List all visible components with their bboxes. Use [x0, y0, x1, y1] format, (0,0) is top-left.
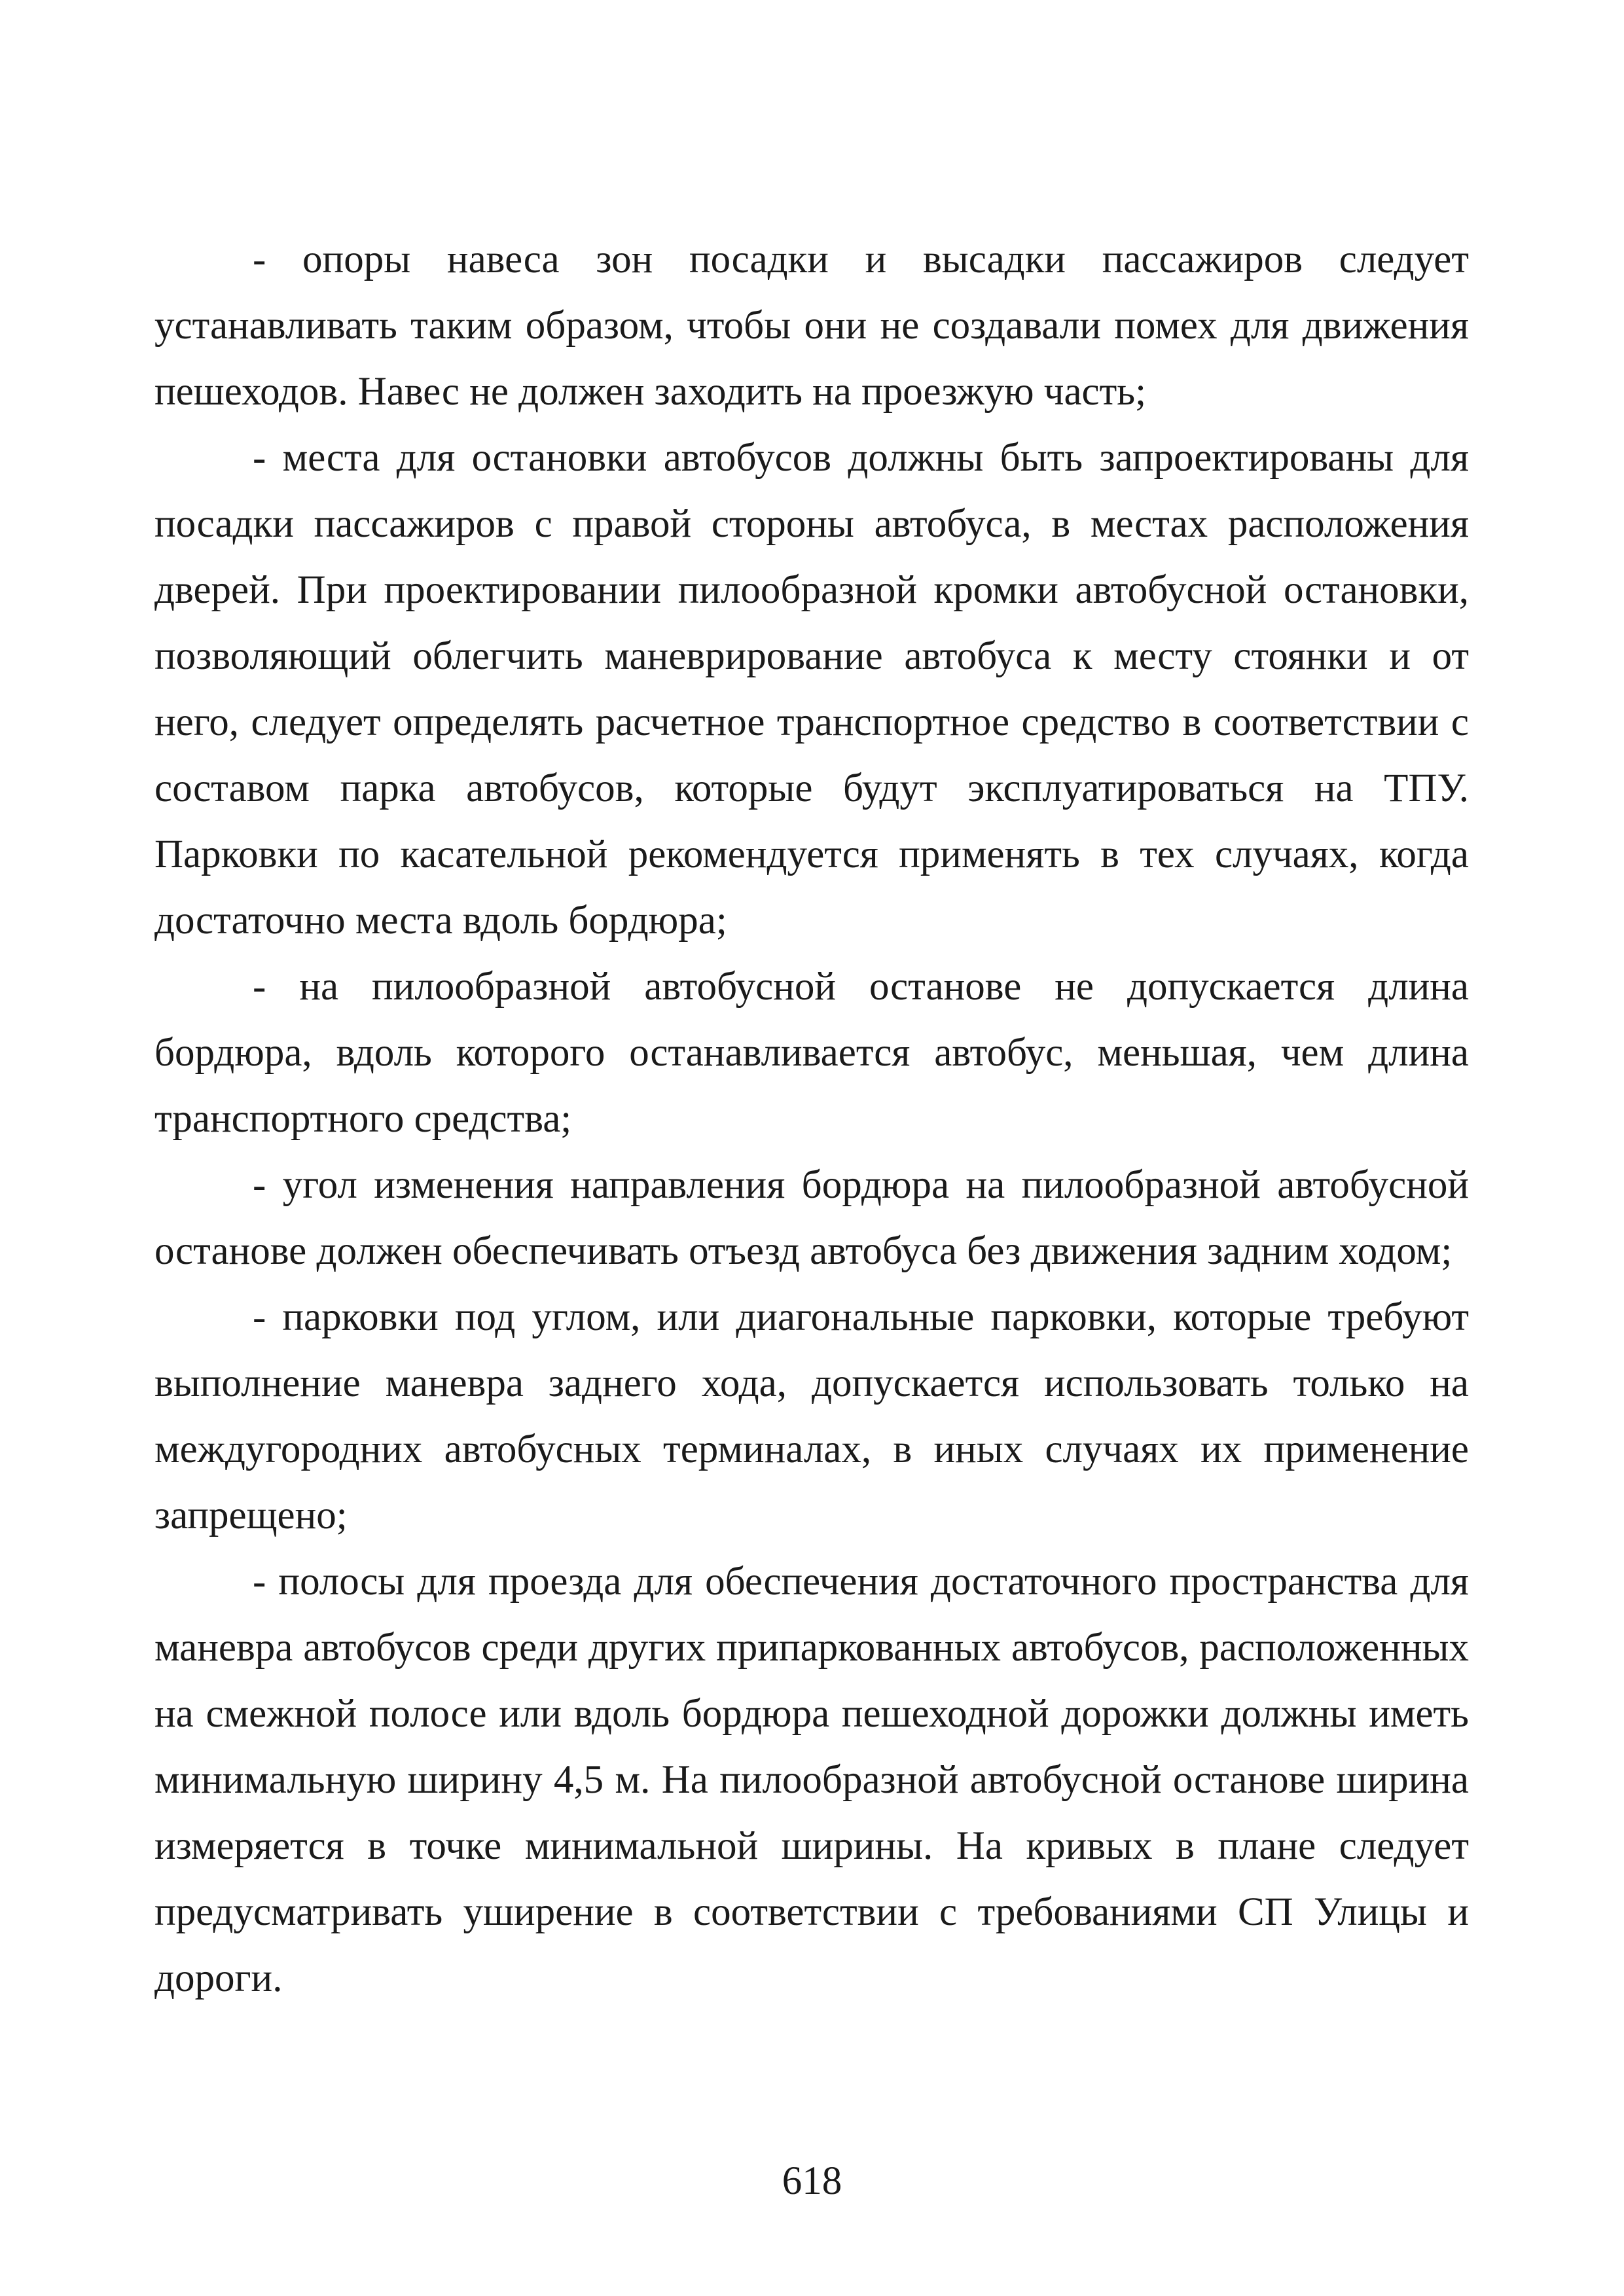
paragraph-bus-stop-places: - места для остановки автобусов должны быть запроектированы для посадки пассажиров с правой стороны автобуса, в местах расположения дверей. При проектировании пилообразной кромки автобусной остановки, позволяющий облегчить маневрирование автобуса к месту стоянки и от него, следует определять расчетное транспортное средство в соответствии с составом парка автобусов, которые будут эксплуатироваться на ТПУ. Парковки по касательной рекомендуется применять в тех случаях, когда достаточно места вдоль бордюра; [154, 436, 1469, 942]
paragraph-driving-lanes: - полосы для проезда для обеспечения достаточного пространства для маневра автобусов среди других припаркованных автобусов, расположенных на смежной полосе или вдоль бордюра пешеходной дорожки должны иметь минимальную ширину 4,5 м. На пилообразной автобусной останове ширина измеряется в точке минимальной ширины. На кривых в плане следует предусматривать уширение в соответствии с требованиями СП Улицы и дороги. [154, 1560, 1469, 2000]
paragraph-curb-angle: - угол изменения направления бордюра на пилообразной автобусной останове должен обеспечивать отъезд автобуса без движения задним ходом; [154, 1163, 1469, 1273]
paragraph-angled-parking: - парковки под углом, или диагональные парковки, которые требуют выполнение маневра заднего хода, допускается использовать только на междугородних автобусных терминалах, в иных случаях их применение запрещено; [154, 1295, 1469, 1537]
page-number: 618 [782, 2159, 842, 2203]
paragraph-curb-length: - на пилообразной автобусной останове не допускается длина бордюра, вдоль которого останавливается автобус, меньшая, чем длина транспортного средства; [154, 965, 1469, 1141]
body-text [154, 226, 1469, 2011]
paragraph-canopy-supports: - опоры навеса зон посадки и высадки пассажиров следует устанавливать таким образом, чтобы они не создавали помех для движения пешеходов. Навес не должен заходить на проезжую часть; [154, 238, 1469, 414]
